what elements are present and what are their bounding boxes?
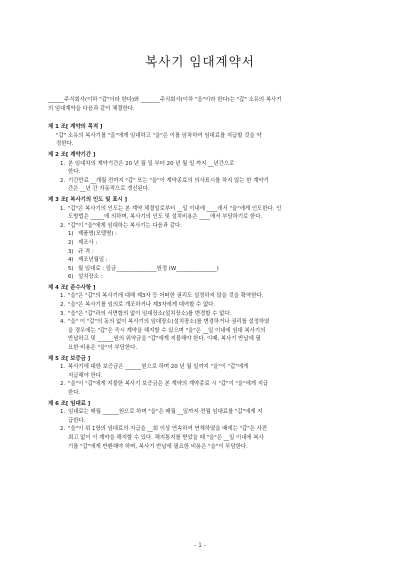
intro-paragraph bbox=[48, 96, 360, 113]
clause-number: 1. bbox=[60, 293, 66, 300]
intro-line: 의 임대계약을 다음과 같이 체결한다. bbox=[48, 105, 135, 112]
spec-item bbox=[48, 239, 360, 248]
clause-line: "을"은 "갑"과의 서면합의 없이 임대장소(설치장소)를 변경할 수 없다. bbox=[68, 310, 232, 317]
clause-line: 한다. bbox=[68, 169, 81, 176]
article-title: 제 6 조[ 임대료 ] bbox=[48, 400, 91, 407]
clause-number: 1. bbox=[60, 364, 66, 371]
clause-line: 급한다. bbox=[68, 417, 86, 424]
clause-line: 도방법은 _____에 의하며, 복사기의 인도 및 설치비용은 ____에서 부담하기로 한다. bbox=[68, 214, 263, 221]
clause-item bbox=[48, 408, 360, 425]
article-paragraph: "갑" 소유의 복사기를 "을"에게 임대하고 "을"은 이를 임차하여 임대료를 지급할 것을 약 bbox=[56, 132, 262, 139]
clause-line: "을"은 복사기를 임의로 개조하거나 제3자에게 대여할 수 없다. bbox=[68, 302, 216, 309]
spec-text: 제품명(모델명) : bbox=[78, 231, 117, 238]
clause-item bbox=[48, 160, 360, 177]
article-title: 제 4 조[ 준수사항 ] bbox=[48, 284, 96, 291]
clause-line: 본 임대차의 계약기간은 20 년 월 일 부터 20 년 월 일 까지 __년간으로 bbox=[68, 160, 235, 167]
intro-line: ______주식회사(이하 "갑"이라 한다)와 _______주식회사(이하 "을"이라 한다)는 "갑" 소유의 복사기 bbox=[48, 97, 282, 103]
spec-number: 2) bbox=[68, 239, 74, 246]
clause-line: 기간만료 __개월 전까지 "갑" 또는 "을"이 계약종료의 의사표시를 하지 않는 한 계약기 bbox=[68, 177, 269, 184]
clause-number: 2. bbox=[60, 302, 66, 309]
spec-item bbox=[48, 265, 360, 274]
spec-text: 월 임대료 : 일금_______________원정 (W_______________) bbox=[78, 265, 219, 272]
clause-number: 2. bbox=[60, 381, 66, 388]
page-number: - 1 - bbox=[194, 542, 206, 549]
clause-line: 요한 비용은 "을"이 부담한다. bbox=[68, 345, 138, 352]
clause-line: 최고 없이 이 계약을 해지할 수 있다. 해지통지를 받았을 때 "을"은 __일 이내에 복사 bbox=[68, 434, 264, 441]
spec-number: 3) bbox=[68, 248, 74, 255]
clause-number: 1. bbox=[60, 160, 66, 167]
document-body bbox=[48, 96, 360, 451]
spec-item bbox=[48, 230, 360, 239]
clause-number: 3. bbox=[60, 310, 66, 317]
clause-number: 1. bbox=[60, 205, 66, 212]
spec-number: 1) bbox=[68, 231, 74, 238]
clause-line: "을"은 "갑"의 복사기에 대해 제3자 등 어떠한 권리도 설정하지 않을 것을 확약한다. bbox=[68, 293, 264, 300]
clause-line: "을" 이 "갑"의 동의 없이 복사기의 임대장소(설치장소)를 변경하거나 권리를 설정하였 bbox=[68, 319, 270, 326]
clause-item bbox=[48, 177, 360, 194]
clause-line: "갑"이 "을"에게 임대하는 복사기는 다음과 같다. bbox=[68, 222, 182, 229]
article-3 bbox=[48, 196, 360, 282]
spec-text: 설치장소 : bbox=[78, 274, 103, 281]
article-4 bbox=[48, 284, 360, 353]
clause-line: 복사기에 대한 보증금은 ______원으로 하며 20 년 월 일까지 "을"이 "갑"에게 bbox=[68, 364, 249, 371]
article-title: 제 5 조[ 보증금 ] bbox=[48, 355, 91, 362]
clause-line: "을"이 "갑"에게 지불한 복사기 보증금은 본 계약의 계약종료 시 "갑"이 "을"에게 지급 bbox=[68, 381, 269, 388]
article-title: 제 1 조[ 계약의 목적 ] bbox=[48, 124, 103, 131]
spec-item bbox=[48, 273, 360, 282]
document-title: 복사기 임대계약서 bbox=[145, 54, 255, 69]
spec-item bbox=[48, 248, 360, 257]
clause-number: 2. bbox=[60, 426, 66, 433]
clause-item bbox=[48, 425, 360, 451]
clause-item bbox=[48, 318, 360, 352]
clause-line: 한다. bbox=[68, 390, 81, 396]
clause-item bbox=[48, 222, 360, 231]
article-6 bbox=[48, 400, 360, 452]
clause-number: 1. bbox=[60, 409, 66, 416]
clause-line: 지급해야 한다. bbox=[68, 372, 103, 379]
spec-item bbox=[48, 256, 360, 265]
article-2 bbox=[48, 151, 360, 194]
clause-line: 임대료는 매월 ______원으로 하며 "을"은 매월 __일까지 전월 임대료를 "갑"에게 지 bbox=[68, 409, 263, 416]
spec-number: 4) bbox=[68, 257, 74, 264]
clause-line: 간은 __년 간 자동적으로 갱신된다. bbox=[68, 186, 150, 193]
spec-text: 제조년월일 : bbox=[78, 257, 108, 264]
clause-number: 4. bbox=[60, 319, 66, 326]
clause-item bbox=[48, 205, 360, 222]
clause-line: 기를 "갑"에게 반환해야 하며, 복사기 반납에 필요한 비용은 "을"이 부담한다. bbox=[68, 443, 248, 450]
article-1 bbox=[48, 123, 360, 149]
article-title: 제 3 조[ 복사기의 인도 및 표시 ] bbox=[48, 196, 128, 203]
clause-item bbox=[48, 310, 360, 319]
spec-number: 5) bbox=[68, 265, 74, 272]
clause-line: 을 경우에는 "갑"은 즉시 계약을 해지할 수 있으며 "을"은 __일 이내에 임대 복사기의 bbox=[68, 327, 266, 334]
spec-text: 규 격 : bbox=[78, 248, 94, 255]
article-5 bbox=[48, 355, 360, 398]
clause-item bbox=[48, 363, 360, 380]
article-paragraph: 정한다. bbox=[56, 141, 74, 148]
clause-line: "갑"은 복사기의 인도는 본 계약 체결일로부터 __일 이내에 ____에서 "을"에게 인도한다. 인 bbox=[68, 205, 282, 212]
clause-line: 반납하고 및 ______원의 위약금을 "갑"에게 지불해야 한다. 이때, 복사기 반납에 필 bbox=[68, 336, 261, 343]
clause-number: 2. bbox=[60, 177, 66, 184]
article-title: 제 2 조[ 계약기간 ] bbox=[48, 151, 96, 158]
clause-number: 2. bbox=[60, 222, 66, 229]
clause-line: "을"이 위 1항의 임대료의 지급을 __회 이상 연속하여 연체하였을 때에는 "갑"은 사전 bbox=[68, 426, 268, 433]
spec-text: 제조사 : bbox=[78, 239, 98, 246]
clause-item bbox=[48, 301, 360, 310]
clause-item bbox=[48, 292, 360, 301]
clause-item bbox=[48, 380, 360, 397]
spec-number: 6) bbox=[68, 274, 74, 281]
